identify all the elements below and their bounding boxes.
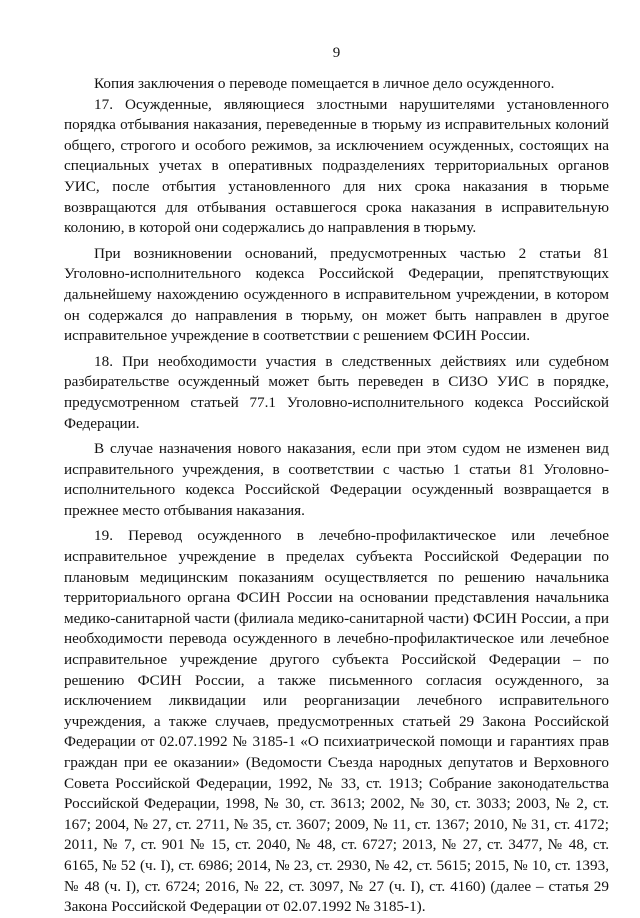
paragraph-copy-of-conclusion: Копия заключения о переводе помещается в личное дело осужденного. [94,75,555,92]
paragraph-clause-18: 18. При необходимости участия в следственных действиях или судебном разбирательстве осужденный может быть переведен в СИЗО УИС в порядке, предусмотренном статьей 77.1 Уголовно-исполнительного кодекса Российской Федерации. [64,352,609,432]
paragraph-clause-17: 17. Осужденные, являющиеся злостными нарушителями установленного порядка отбывания наказания, переведенные в тюрьму из исправительных колоний общего, строгого и особого режимов, за исключением осужденных, состоящих на специальных учетах в оперативных подразделениях территориальных органов УИС, после отбытия установленного для них срока наказания в тюрьме возвращаются для отбывания оставшегося срока наказания в исправительную колонию, в которой они содержались до направления в тюрьму. [64,95,609,237]
paragraph-clause-18-new-sentence: В случае назначения нового наказания, если при этом судом не изменен вид исправительного учреждения, в соответствии с частью 1 статьи 81 Уголовно-исполнительного кодекса Российской Федерации осужденный возвращается в прежнее место отбывания наказания. [64,440,609,519]
paragraph-clause-17-grounds: При возникновении оснований, предусмотренных частью 2 статьи 81 Уголовно-исполнительного кодекса Российской Федерации, препятствующих дальнейшему нахождению осужденного в исправительном учреждении, в котором он содержался до направления в тюрьму, он может быть направлен в другое исправительное учреждение в соответствии с решением ФСИН России. [64,244,609,345]
page-number: 9 [332,45,341,61]
paragraph-clause-19: 19. Перевод осужденного в лечебно-профилактическое или лечебное исправительное учреждение в пределах субъекта Российской Федерации по плановым медицинским показаниям осуществляется по решению начальника территориального органа ФСИН России на основании представления начальника медико-санитарной части (филиала медико-санитарной части) ФСИН России, а при необходимости перевода осужденного в лечебно-профилактическое или лечебное исправительное учреждение другого субъекта Российской Федерации – по решению ФСИН России, а также письменного согласия осужденного, за исключением ликвидации или реорганизации лечебного исправительного учреждения, а также случаев, предусмотренных статьей 29 Закона Российской Федерации от 02.07.1992 № 3185-1 «О психиатрической помощи и гарантиях прав граждан при ее оказании» (Ведомости Съезда народных депутатов и Верховного Совета Российской Федерации, 1992, № 33, ст. 1913; Собрание законодательства Российской Федерации, 1998, № 30, ст. 3613; 2002, № 30, ст. 3033; 2003, № 2, ст. 167; 2004, № 27, ст. 2711, № 35, ст. 3607; 2009, № 11, ст. 1367; 2010, № 31, ст. 4172; 2011, № 7, ст. 901 № 15, ст. 2040, № 48, ст. 6727; 2013, № 27, ст. 3477, № 48, ст. 6165, № 52 (ч. I), ст. 6986; 2014, № 23, ст. 2930, № 42, ст. 5615; 2015, № 10, ст. 1393, № 48 (ч. I), ст. 6724; 2016, № 22, ст. 3097, № 27 (ч. I), ст. 4160) (далее – статья 29 Закона Российской Федерации от 02.07.1992 № 3185-1). [64,527,609,916]
